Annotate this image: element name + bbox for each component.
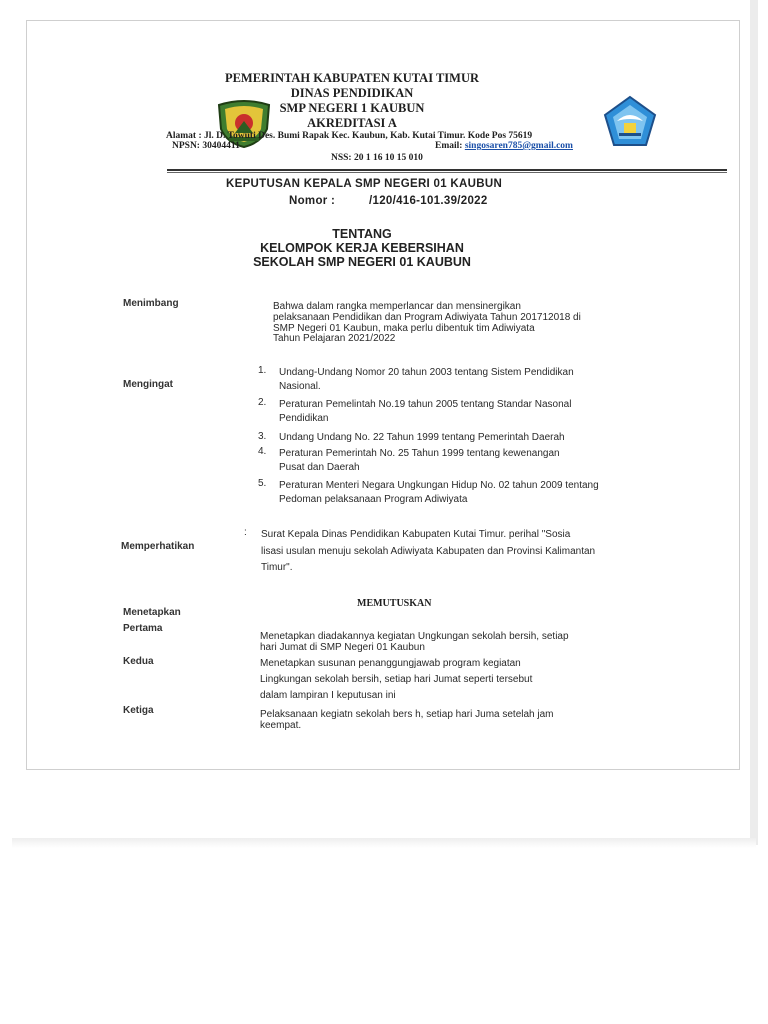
mengingat-item-line: Pusat dan Daerah <box>279 462 360 473</box>
tut-wuri-handayani-icon <box>603 95 657 149</box>
tentang-heading: TENTANG <box>332 227 392 241</box>
memperhatikan-line-2: lisasi usulan menuju sekolah Adiwiyata Kabupaten dan Provinsi Kalimantan <box>261 546 596 557</box>
header-agency: DINAS PENDIDIKAN <box>290 86 414 100</box>
mengingat-item-line: Pendidikan <box>279 413 329 424</box>
header-address: Alamat : Jl. D. Towuti Des. Bumi Rapak Kec. Kaubun, Kab. Kutai Timur. Kode Pos 75619 <box>166 131 533 141</box>
ketiga-label: Ketiga <box>123 705 154 716</box>
header-email-row <box>435 141 573 151</box>
kedua-line-1: Menetapkan susunan penanggungjawab program kegiatan <box>260 658 521 669</box>
decree-title: KEPUTUSAN KEPALA SMP NEGERI 01 KAUBUN <box>226 178 503 190</box>
menimbang-line-2: pelaksanaan Pendidikan dan Program Adiwiyata Tahun 201712018 di <box>273 312 581 323</box>
header-npsn: NPSN: 30404411 <box>172 141 240 151</box>
menimbang-line-3: SMP Negeri 01 Kaubun, maka perlu dibentuk tim Adiwiyata <box>273 323 535 334</box>
header-accreditation: AKREDITASI A <box>307 116 397 130</box>
mengingat-item-number: 5. <box>258 478 267 489</box>
kedua-line-3: dalam lampiran I keputusan ini <box>260 690 396 701</box>
memperhatikan-label: Memperhatikan <box>121 541 195 552</box>
mengingat-item-number: 1. <box>258 365 267 376</box>
mengingat-item-line: Peraturan Pemerintah No. 25 Tahun 1999 tentang kewenangan <box>279 448 560 459</box>
scan-shadow-bottom <box>12 838 756 848</box>
mengingat-label: Mengingat <box>123 379 173 390</box>
mengingat-item-number: 4. <box>258 446 267 457</box>
menimbang-line-1: Bahwa dalam rangka memperlancar dan mensinergikan <box>273 301 521 312</box>
mengingat-item-line: Peraturan Pemelintah No.19 tahun 2005 tentang Standar Nasonal <box>279 399 572 410</box>
memperhatikan-line-3: Timur". <box>261 562 293 573</box>
menetapkan-label: Menetapkan <box>123 607 181 618</box>
memperhatikan-colon: : <box>244 527 247 538</box>
email-label: Email: <box>435 141 463 151</box>
header-government: PEMERINTAH KABUPATEN KUTAI TIMUR <box>224 71 480 85</box>
scan-shadow-right <box>750 0 758 845</box>
mengingat-item-number: 2. <box>258 397 267 408</box>
subject-line-2: SEKOLAH SMP NEGERI 01 KAUBUN <box>253 255 471 269</box>
document-page <box>26 20 740 770</box>
header-rule-thick <box>167 169 727 171</box>
header-school: SMP NEGERI 1 KAUBUN <box>279 101 425 115</box>
mengingat-item-line: Pedoman pelaksanaan Program Adiwiyata <box>279 494 468 505</box>
memutuskan-heading: MEMUTUSKAN <box>357 598 432 609</box>
mengingat-item-line: Undang Undang No. 22 Tahun 1999 tentang Pemerintah Daerah <box>279 432 565 443</box>
memperhatikan-line-1: Surat Kepala Dinas Pendidikan Kabupaten Kutai Timur. perihal "Sosia <box>261 529 571 540</box>
pertama-label: Pertama <box>123 623 163 634</box>
mengingat-item-number: 3. <box>258 431 267 442</box>
pertama-line-1: Menetapkan diadakannya kegiatan Ungkungan sekolah bersih, setiap <box>260 631 569 642</box>
decree-number-value: /120/416-101.39/2022 <box>369 195 488 207</box>
menimbang-line-4: Tahun Pelajaran 2021/2022 <box>273 333 396 344</box>
decree-number-label: Nomor : <box>289 195 336 207</box>
mengingat-item-line: Peraturan Menteri Negara Ungkungan Hidup No. 02 tahun 2009 tentang <box>279 480 599 491</box>
kedua-line-2: Lingkungan sekolah bersih, setiap hari Jumat seperti tersebut <box>260 674 533 685</box>
header-nss: NSS: 20 1 16 10 15 010 <box>331 153 423 163</box>
header-rule-thin <box>167 172 727 173</box>
ketiga-line-2: keempat. <box>260 720 302 731</box>
menimbang-label: Menimbang <box>123 298 179 309</box>
ketiga-line-1: Pelaksanaan kegiatn sekolah bers h, setiap hari Juma setelah jam <box>260 709 554 720</box>
email-link[interactable]: singosaren785@gmail.com <box>464 141 573 151</box>
pertama-line-2: hari Jumat di SMP Negeri 01 Kaubun <box>260 642 425 653</box>
kedua-label: Kedua <box>123 656 154 667</box>
mengingat-item-line: Nasional. <box>279 381 321 392</box>
subject-line-1: KELOMPOK KERJA KEBERSIHAN <box>260 241 464 255</box>
mengingat-item-line: Undang-Undang Nomor 20 tahun 2003 tentang Sistem Pendidikan <box>279 367 574 378</box>
